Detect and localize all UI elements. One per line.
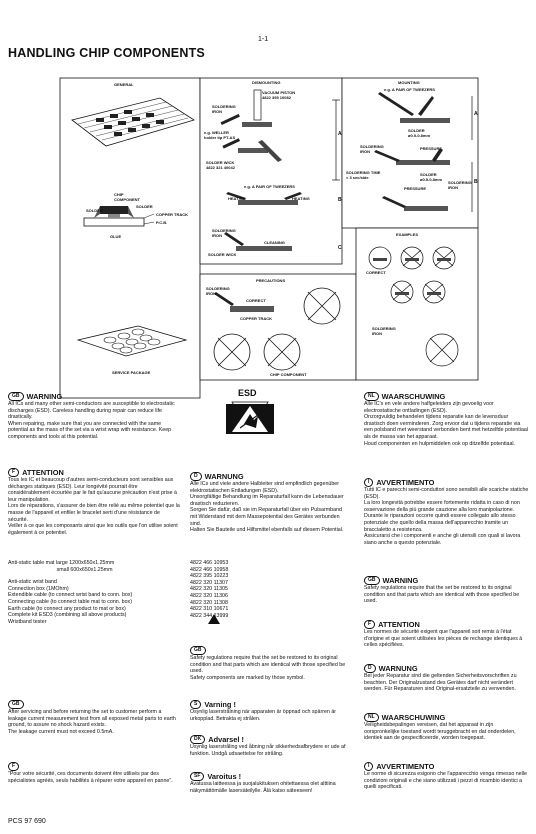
section-gb-service xyxy=(8,700,180,735)
label-b-2: B xyxy=(474,179,478,185)
label-pcb: P.C.B. xyxy=(156,220,168,225)
tool-code: 4822 466 10953 xyxy=(190,560,229,566)
label-soldering-iron-6: SOLDERING IRON xyxy=(372,326,396,336)
tool-name: Earth cable (to connect any product to mat or box) xyxy=(8,605,126,612)
gb-warning-2-body: Safety regulations require that the set be restored to its original condition and that parts which are identical with those specified be used. xyxy=(364,585,520,605)
label-solder-right: SOLDER xyxy=(136,204,153,209)
label-solder-dia-2: SOLDER ø0.5-0.8mm xyxy=(420,172,443,182)
label-a-2: A xyxy=(474,111,478,117)
lang-tag-gb: GB xyxy=(8,392,24,401)
lang-tag-d: D xyxy=(190,472,202,481)
lang-tag-f: F xyxy=(8,762,19,771)
section-gb-safety xyxy=(190,646,346,681)
tool-name: Anti-static wrist band xyxy=(8,579,57,586)
gb-safety-body: Safety regulations require that the set be restored to its original condition and that parts which are identical with those specified be used. Safety components are marked by those symbol. xyxy=(190,655,346,681)
label-chip-component: CHIP COMPONENT xyxy=(114,192,140,202)
tool-code: 4822 320 11308 xyxy=(190,599,228,606)
chip-component-section xyxy=(100,206,128,214)
nl-waarschuwing-body: Alle IC's en vele andere halfgeleiders zijn gevoelig voor electrostatische ontladingen (ESD). Onzorgvuldig behandelen tijdens reparatie kan de levensduur drastisch doen verminderen. Zorg ervoor dat u tijdens reparatie via een polsband met weerstand verbonden bent met hetzelfde potentiaal als de massa van het apparaat. Houd componenten en hulpmiddelen ook op ditzelfde potentiaal. xyxy=(364,401,529,447)
label-heating-1: HEATING xyxy=(228,196,246,201)
section-gb-warning-2 xyxy=(364,576,530,605)
gb-service-body: After servicing and before returning the set to customer perform a leakage current measurement test from all exposed metal parts to earth ground, to assure no shock hazard exists. The leakage current must not exceed 0.5mA. xyxy=(8,709,176,735)
s-varning-body: Osynlig laserstrålning när apparaten är öppnad och spärren är urkopplad. Betrakta ej strålen. xyxy=(190,709,337,722)
lang-tag-gb: GB xyxy=(364,576,380,585)
label-copper-track-2: COPPER TRACK xyxy=(240,316,273,321)
esd-symbol xyxy=(226,402,274,434)
page-title: HANDLING CHIP COMPONENTS xyxy=(8,46,205,60)
f-attention-heading: ATTENTION xyxy=(22,468,64,477)
label-heating-2: HEATING xyxy=(292,196,310,201)
section-dk-advarsel xyxy=(190,735,346,757)
label-b-1: B xyxy=(338,197,342,203)
section-f-securite xyxy=(8,762,180,784)
tool-name: Wristband tester xyxy=(8,618,47,625)
i-avvertimento-2-body: Le norme di sicurezza esigono che l'apparecchio venga rimesso nelle condizioni originali e che siano utilizzati i pezzi di ricambio identici a quelli specificati. xyxy=(364,771,527,791)
f-attention-2-body: Les normes de sécurité exigent que l'appareil soit remis à l'état d'origine et que soient utilisées les pièces de rechange identiques à celles spécifiées. xyxy=(364,629,523,649)
i-avvertimento-2-heading: AVVERTIMENTO xyxy=(376,762,435,771)
section-nl-waarschuwing xyxy=(364,392,530,447)
tool-name: Complete kit ESD3 (combining all above products) xyxy=(8,612,127,619)
f-attention-body: Tous les IC et beaucoup d'autres semi-conducteurs sont sensibles aux décharges statiques (ESD). Leur longévité pourrait être considérablement écourtée par le fait qu'aucune précaution n'est prise à leur manipulation. Lors de réparations, s'assurer de bien être relié au même potentiel que la masse de l'appareil et enfiler le bracelet serti d'une résistance de sécurité. Veiller à ce que les composants ainsi que les outils que l'on utilise soient également à ce potentiel. xyxy=(8,477,180,536)
dk-advarsel-body: Usynlig laserstråling ved åbning når sikkerhedsafbrydere er ude af funktion. Undgå udsaettelse for stråling. xyxy=(190,744,346,757)
label-chip-component-2: CHIP COMPONENT xyxy=(270,372,307,377)
section-s-varning xyxy=(190,700,346,722)
tool-code: 4822 320 11306 xyxy=(190,592,228,599)
label-solder-dia: SOLDER ø0.5-0.8mm xyxy=(408,128,431,138)
lang-tag-sf: SF xyxy=(190,772,204,781)
d-warnung-2-heading: WARNUNG xyxy=(378,664,418,673)
gb-warning-2-heading: WARNING xyxy=(382,576,419,585)
label-service-package: SERVICE PACKAGE xyxy=(112,370,151,375)
footer-code: PCS 97 690 xyxy=(8,818,46,825)
lang-tag-gb: GB xyxy=(190,646,206,655)
section-f-attention-2 xyxy=(364,620,530,649)
page-number: 1-1 xyxy=(258,36,269,43)
label-solder-wick-2: SOLDER WICK xyxy=(208,252,237,257)
label-soldering-iron-4: SOLDERING IRON xyxy=(448,180,472,190)
lang-tag-s: S xyxy=(190,700,201,709)
lang-tag-nl: NL xyxy=(364,392,379,401)
label-tweezers-a: e.g. A PAIR OF TWEEZERS xyxy=(244,184,295,189)
tool-code: 4822 344 13999 xyxy=(190,612,229,619)
gb-warning-heading: WARNING xyxy=(26,392,63,401)
lang-tag-dk: DK xyxy=(190,735,205,744)
s-varning-heading: Varning ! xyxy=(204,700,236,709)
label-pressure-1: PRESSURE xyxy=(420,146,443,151)
label-pressure-2: PRESSURE xyxy=(404,186,427,191)
section-f-attention xyxy=(8,468,180,536)
label-cleaning: CLEANING xyxy=(264,240,285,245)
lang-tag-i: I xyxy=(364,762,373,771)
tool-code: 4822 466 10958 xyxy=(190,566,229,573)
d-warnung-2-body: Bei jeder Reparatur sind die geltenden Sicherheitsvorschriften zu beachten. Der Originalzustand des Gerätes darf nicht verändert werden. Für Reparaturen sind Original-ersatzteile zu verwenden. xyxy=(364,673,517,693)
label-precautions: PRECAUTIONS xyxy=(256,278,286,283)
label-weller: e.g. WELLER holder tip PT-AS xyxy=(204,130,236,140)
label-solder-left: SOLDER xyxy=(86,208,103,213)
f-securite-body: "Pour votre sécurité, ces documents doivent être utilisés par des spécialistes agréés, seuls habilités à réparer votre appareil en panne". xyxy=(8,771,173,784)
label-soldering-iron-1: SOLDERING IRON xyxy=(212,104,236,114)
section-sf-varoitus xyxy=(190,772,346,794)
section-nl-waarschuwing-2 xyxy=(364,713,530,742)
gb-warning-body: All ICs and many other semi-conductors are susceptible to electrostatic discharges (ESD). Careless handling during repair can reduce life drastically. When repairing, make sure that you are connected with the same potential as the mass of the set via a wrist wrap with resistance. Keep components and tools at this potential. xyxy=(8,401,175,440)
nl-waarschuwing-heading: WAARSCHUWING xyxy=(381,392,446,401)
section-d-warnung xyxy=(190,472,346,534)
label-a-1: A xyxy=(338,131,342,137)
label-soldering-iron-2: SOLDERING IRON xyxy=(212,228,236,238)
nl-waarschuwing-2-heading: WAARSCHUWING xyxy=(381,713,446,722)
lang-tag-d: D xyxy=(364,664,376,673)
i-avvertimento-body: Tutti IC e parecchi semi-conduttori sono sensibili alle scariche statiche (ESD). La loro longevità potrebbe essere fortemente ridatta in caso di non osservazione della più grande cauzione alla loro manipolazione. Durante le riparazioni occorre quindi essere collegato allo stesso potenziale che quello della massa dell'apparecchio tramite un braccialetto a resistenza. Assicurarsi che i componenti e anche gli utensili con quali si lavora siano anche a questo potenziale. xyxy=(364,487,529,546)
tool-code: 4822 310 10671 xyxy=(190,606,229,613)
label-vacuum-piston: VACUUM PISTON 4822 395 10082 xyxy=(262,90,296,100)
label-glue: GLUE xyxy=(110,234,122,239)
label-tweezers-b: e.g. A PAIR OF TWEEZERS xyxy=(384,87,435,92)
label-correct-2: CORRECT xyxy=(366,270,386,275)
lang-tag-i: I xyxy=(364,478,373,487)
label-mounting: MOUNTING xyxy=(398,80,420,85)
d-warnung-heading: WARNUNG xyxy=(204,472,244,481)
label-soldering-iron-5: SOLDERING IRON xyxy=(206,286,230,296)
examples-panel xyxy=(356,228,478,380)
i-avvertimento-heading: AVVERTIMENTO xyxy=(376,478,435,487)
tool-name: Connecting cable (to connect table mat to conn. box) xyxy=(8,598,132,605)
sf-varoitus-heading: Varoitus ! xyxy=(207,772,242,781)
tool-code: 4822 320 11305 xyxy=(190,586,228,593)
tools-name-list xyxy=(8,560,193,625)
lang-tag-f: F xyxy=(8,468,19,477)
tool-name: Anti-static table mat large 1200x650x1.25mm xyxy=(8,560,115,566)
tool-name: Connection box (1MOhm) xyxy=(8,585,69,592)
lang-tag-f: F xyxy=(364,620,375,629)
lang-tag-gb: GB xyxy=(8,700,24,709)
esd-heading: ESD xyxy=(238,388,257,398)
section-d-warnung-2 xyxy=(364,664,530,693)
f-attention-2-heading: ATTENTION xyxy=(378,620,420,629)
section-i-avvertimento xyxy=(364,478,530,546)
label-examples: EXAMPLES xyxy=(396,232,419,237)
label-dismounting: DISMOUNTING xyxy=(252,80,281,85)
tool-code: 4822 320 11307 xyxy=(190,579,228,586)
label-solder-wick: SOLDER WICK 4822 321 40042 xyxy=(206,160,235,170)
label-soldering-iron-3: SOLDERING IRON xyxy=(360,144,384,154)
dk-advarsel-heading: Advarsel ! xyxy=(208,735,244,744)
lang-tag-nl: NL xyxy=(364,713,379,722)
nl-waarschuwing-2-body: Veiligheidsbepalingen vereisen, dat het apparaat in zijn oorspronkelijke toestand wordt teruggebracht en dat onderdelen, identiek aan de gespecificeerde, worden toegepast. xyxy=(364,722,516,742)
tool-name: Extendible cable (to connect wrist band to conn. box) xyxy=(8,592,133,599)
label-copper-track: COPPER TRACK xyxy=(156,212,189,217)
tools-code-list xyxy=(190,560,270,619)
section-gb-warning xyxy=(8,392,180,441)
d-warnung-body: Alle ICs und viele andere Halbleiter sind empfindlich gegenüber elektrostatischen Entladungen (ESD). Unsorgfältige Behandlung im Reparaturfall kann die Lebensdauer drastisch reduzieren. Sorgen Sie dafür, daß sie im Reparaturfall über ein Pulsarmband mit Widerstand mit dem Massepotential des Gerätes verbunden sind. Halten Sie Bauteile und Hilfsmittel ebenfalls auf diesem Potential. xyxy=(190,481,344,534)
tool-code: 4822 395 10223 xyxy=(190,573,229,580)
label-c-1: C xyxy=(338,245,342,251)
section-i-avvertimento-2 xyxy=(364,762,530,791)
pcb-section xyxy=(84,218,144,226)
sf-varoitus-body: Avatussa laitteessa ja suojalukituksen ohitettaessa olet alttiina näkymättömälle lasersäteilylle. Älä katso säteeseen! xyxy=(190,781,336,794)
label-general: GENERAL xyxy=(114,82,134,87)
tool-name: small 600x650x1.25mm xyxy=(8,566,113,573)
label-correct: CORRECT xyxy=(246,298,266,303)
glue-section xyxy=(108,214,120,218)
label-soldering-time: SOLDERING TIME < 3 sec/side xyxy=(346,170,381,180)
